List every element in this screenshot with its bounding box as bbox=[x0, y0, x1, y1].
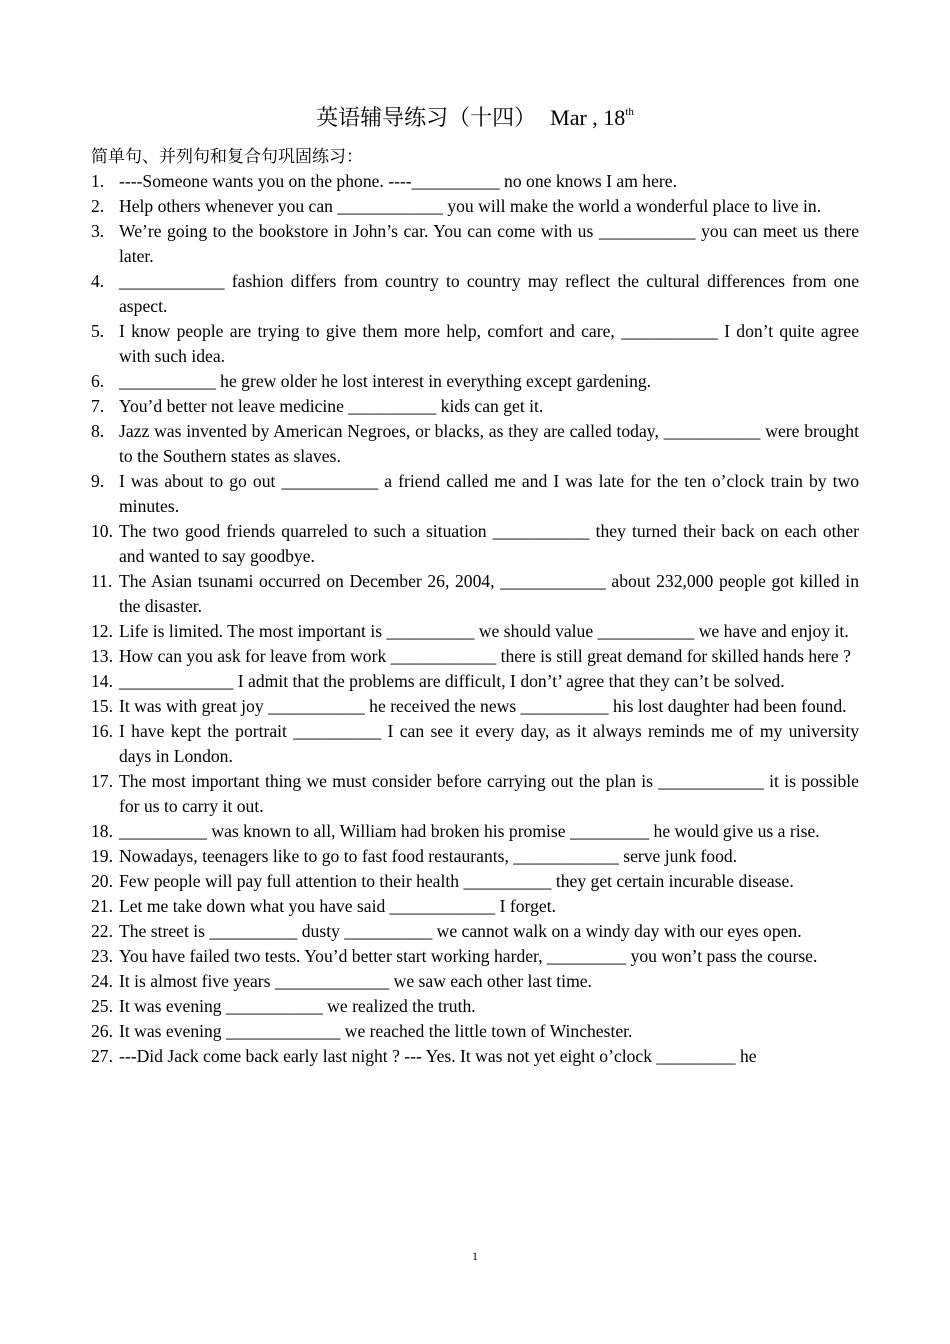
question-text: ---Did Jack come back early last night ? --- Yes. It was not yet eight o’clock _________ he bbox=[119, 1046, 757, 1066]
question-number: 14. bbox=[91, 671, 113, 691]
question-number: 27. bbox=[91, 1046, 113, 1066]
question-number: 25. bbox=[91, 996, 113, 1016]
page-title bbox=[0, 100, 950, 136]
question-text: How can you ask for leave from work ____________ there is still great demand for skilled hands here ? bbox=[119, 646, 851, 666]
question-item bbox=[91, 769, 859, 819]
question-number: 24. bbox=[91, 971, 113, 991]
question-text: The two good friends quarreled to such a situation ___________ they turned their back on each other and wanted to say goodbye. bbox=[119, 521, 859, 566]
question-text: I have kept the portrait __________ I can see it every day, as it always reminds me of my university days in London. bbox=[119, 721, 859, 766]
question-text: The Asian tsunami occurred on December 26, 2004, ____________ about 232,000 people got killed in the disaster. bbox=[119, 571, 859, 616]
question-text: The street is __________ dusty __________ we cannot walk on a windy day with our eyes open. bbox=[119, 921, 802, 941]
question-text: ----Someone wants you on the phone. ----__________ no one knows I am here. bbox=[119, 171, 677, 191]
title-text: 英语辅导练习（十四） bbox=[316, 105, 537, 130]
question-number: 10. bbox=[91, 521, 113, 541]
question-number: 4. bbox=[91, 271, 105, 291]
question-item bbox=[91, 919, 859, 944]
question-item bbox=[91, 844, 859, 869]
question-text: I was about to go out ___________ a friend called me and I was late for the ten o’clock train by two minutes. bbox=[119, 471, 859, 516]
question-item bbox=[91, 644, 859, 669]
question-item bbox=[91, 894, 859, 919]
question-text: Help others whenever you can ____________ you will make the world a wonderful place to live in. bbox=[119, 196, 822, 216]
question-number: 17. bbox=[91, 771, 113, 791]
question-item bbox=[91, 169, 859, 194]
question-number: 20. bbox=[91, 871, 113, 891]
question-item bbox=[91, 694, 859, 719]
question-text: __________ was known to all, William had broken his promise _________ he would give us a rise. bbox=[119, 821, 820, 841]
question-item bbox=[91, 944, 859, 969]
question-text: You’d better not leave medicine __________ kids can get it. bbox=[119, 396, 544, 416]
question-text: Let me take down what you have said ____________ I forget. bbox=[119, 896, 556, 916]
question-item bbox=[91, 469, 859, 519]
question-text: ____________ fashion differs from country to country may reflect the cultural differences from one aspect. bbox=[119, 271, 859, 316]
question-text: It is almost five years _____________ we saw each other last time. bbox=[119, 971, 592, 991]
question-list bbox=[91, 169, 859, 1069]
question-item bbox=[91, 1044, 859, 1069]
question-number: 11. bbox=[91, 571, 113, 591]
question-text: The most important thing we must consider before carrying out the plan is ____________ it is possible for us to carry it out. bbox=[119, 771, 859, 816]
title-date: Mar , 18th bbox=[550, 105, 634, 130]
question-number: 13. bbox=[91, 646, 113, 666]
page-number: 1 bbox=[472, 1249, 478, 1263]
question-number: 26. bbox=[91, 1021, 113, 1041]
question-item bbox=[91, 394, 859, 419]
question-text: _____________ I admit that the problems are difficult, I don’t’ agree that they can’t be solved. bbox=[119, 671, 785, 691]
question-number: 18. bbox=[91, 821, 113, 841]
question-text: Life is limited. The most important is __________ we should value ___________ we have and enjoy it. bbox=[119, 621, 849, 641]
question-text: I know people are trying to give them more help, comfort and care, ___________ I don’t quite agree with such idea. bbox=[119, 321, 859, 366]
question-number: 22. bbox=[91, 921, 113, 941]
question-text: We’re going to the bookstore in John’s car. You can come with us ___________ you can meet us there later. bbox=[119, 221, 859, 266]
question-item bbox=[91, 994, 859, 1019]
question-number: 8. bbox=[91, 421, 105, 441]
question-number: 23. bbox=[91, 946, 113, 966]
date-superscript: th bbox=[625, 106, 634, 118]
question-item bbox=[91, 1019, 859, 1044]
question-item bbox=[91, 219, 859, 269]
question-number: 1. bbox=[91, 171, 105, 191]
question-number: 3. bbox=[91, 221, 105, 241]
question-text: It was with great joy ___________ he received the news __________ his lost daughter had been found. bbox=[119, 696, 847, 716]
question-number: 2. bbox=[91, 196, 105, 216]
question-item bbox=[91, 869, 859, 894]
question-text: Jazz was invented by American Negroes, or blacks, as they are called today, ___________ were brought to the Southern states as slaves. bbox=[119, 421, 859, 466]
question-number: 12. bbox=[91, 621, 113, 641]
question-item bbox=[91, 369, 859, 394]
question-item bbox=[91, 319, 859, 369]
question-number: 21. bbox=[91, 896, 113, 916]
question-item bbox=[91, 619, 859, 644]
section-label: 简单句、并列句和复合句巩固练习： bbox=[91, 147, 363, 166]
question-number: 9. bbox=[91, 471, 105, 491]
question-text: Few people will pay full attention to their health __________ they get certain incurable disease. bbox=[119, 871, 794, 891]
question-text: It was evening ___________ we realized the truth. bbox=[119, 996, 476, 1016]
question-text: Nowadays, teenagers like to go to fast food restaurants, ____________ serve junk food. bbox=[119, 846, 738, 866]
question-number: 6. bbox=[91, 371, 105, 391]
question-number: 19. bbox=[91, 846, 113, 866]
question-item bbox=[91, 194, 859, 219]
question-number: 16. bbox=[91, 721, 113, 741]
question-text: You have failed two tests. You’d better start working harder, _________ you won’t pass the course. bbox=[119, 946, 818, 966]
question-item bbox=[91, 969, 859, 994]
question-item bbox=[91, 669, 859, 694]
question-number: 7. bbox=[91, 396, 105, 416]
question-item bbox=[91, 569, 859, 619]
question-item bbox=[91, 719, 859, 769]
question-item bbox=[91, 419, 859, 469]
question-item bbox=[91, 819, 859, 844]
question-text: It was evening _____________ we reached the little town of Winchester. bbox=[119, 1021, 633, 1041]
question-item bbox=[91, 519, 859, 569]
question-number: 15. bbox=[91, 696, 113, 716]
question-number: 5. bbox=[91, 321, 105, 341]
question-item bbox=[91, 269, 859, 319]
question-text: ___________ he grew older he lost interest in everything except gardening. bbox=[119, 371, 652, 391]
